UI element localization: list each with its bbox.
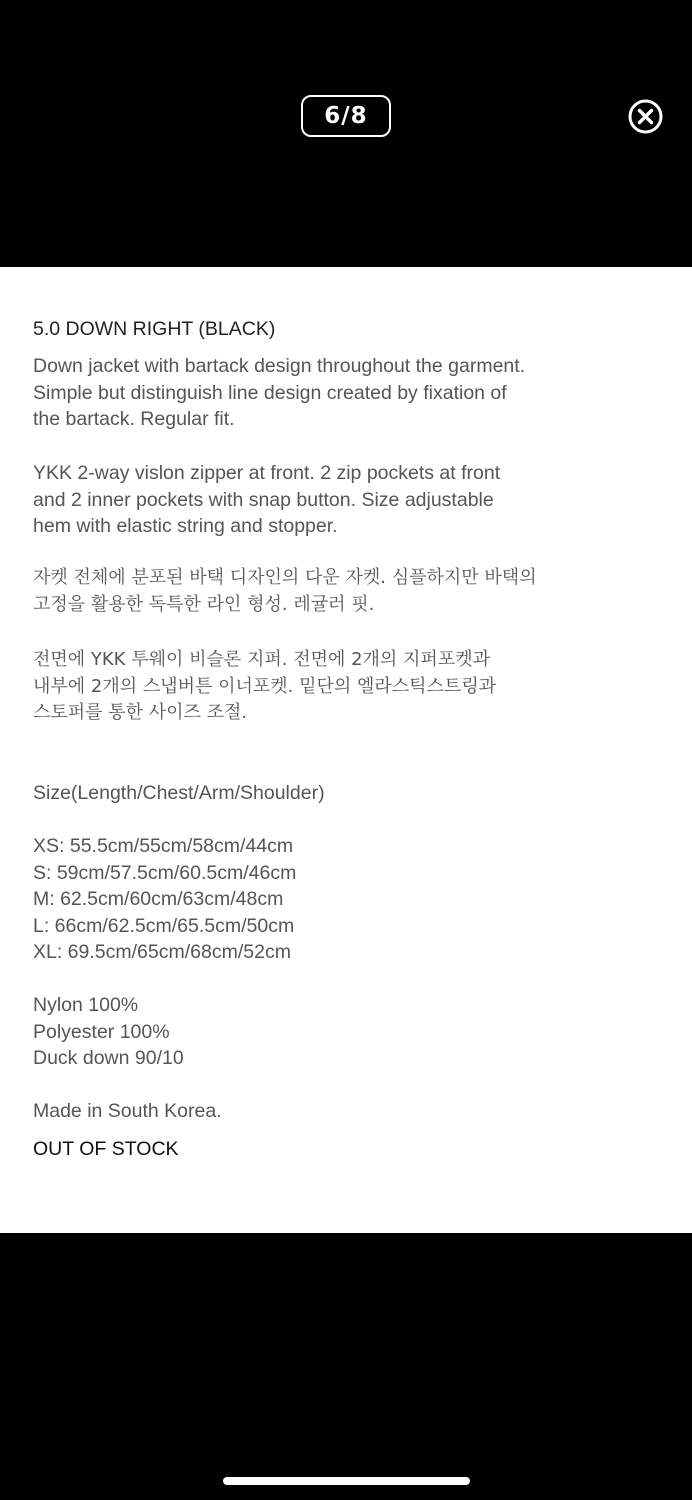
close-circle-icon	[627, 98, 664, 135]
viewer-top-bar	[0, 0, 692, 267]
product-detail-panel	[0, 267, 692, 1233]
page-counter: 6/8	[301, 95, 391, 137]
description-ko-paragraph-1: 자켓 전체에 분포된 바택 디자인의 다운 자켓. 심플하지만 바택의 고정을 활용한 독특한 라인 형성. 레귤러 핏.	[33, 567, 537, 615]
size-chart-values: XS: 55.5cm/55cm/58cm/44cm S: 59cm/57.5cm/60.5cm/46cm M: 62.5cm/60cm/63cm/48cm L: 66cm/62.5cm/65.5cm/50cm XL: 69.5cm/65cm/68cm/52cm	[33, 835, 297, 964]
description-ko-paragraph-2: 전면에 YKK 투웨이 비슬론 지퍼. 전면에 2개의 지퍼포켓과 내부에 2개의 스냅버튼 이너포켓. 밑단의 엘라스틱스트링과 스토퍼를 통한 사이즈 조절.	[33, 649, 497, 724]
home-indicator[interactable]	[223, 1477, 470, 1485]
description-en-paragraph-1: Down jacket with bartack design throughout the garment. Simple but distinguish line design created by fixation of the bartack. Regular fit.	[33, 355, 526, 431]
materials-list: Nylon 100% Polyester 100% Duck down 90/10	[33, 994, 184, 1070]
size-chart-header: Size(Length/Chest/Arm/Shoulder)	[33, 782, 325, 804]
description-en-paragraph-2: YKK 2-way vislon zipper at front. 2 zip pockets at front and 2 inner pockets with snap button. Size adjustable hem with elastic string and stopper.	[33, 462, 501, 538]
close-button[interactable]	[627, 98, 664, 135]
country-of-origin: Made in South Korea.	[33, 1100, 222, 1122]
product-title: 5.0 DOWN RIGHT (BLACK)	[33, 318, 276, 340]
viewer-bottom-area	[0, 1233, 692, 1500]
stock-status: OUT OF STOCK	[33, 1138, 179, 1160]
